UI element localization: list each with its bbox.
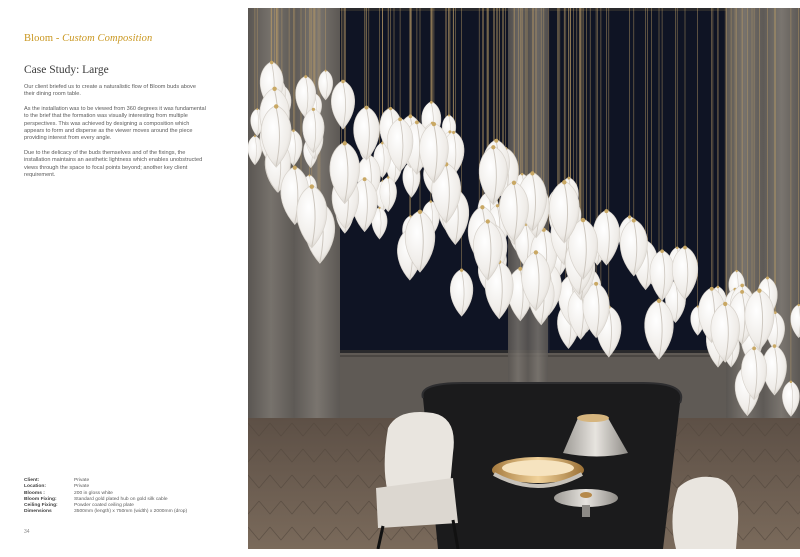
paragraph: As the installation was to be viewed from 360 degrees it was fundamental to the brief that the formation was visually interesting from multiple perspectives. This was achieved by designing a composition which appears to form and disperse as the viewer moves around the piece providing interest from every angle. xyxy=(24,105,206,142)
text-page xyxy=(0,0,248,557)
spec-table xyxy=(24,478,246,516)
spec-value: 3500mm (length) x 750mm (width) x 2000mm (drop) xyxy=(74,509,188,515)
spec-value: Standard gold plated hub on gold silk cable xyxy=(74,496,168,502)
title-product: Bloom xyxy=(24,33,54,44)
case-study-heading: Case Study: Large xyxy=(24,64,109,76)
spec-label: Ceiling Fixing: xyxy=(24,503,58,509)
spec-value: Private xyxy=(74,478,90,483)
photo-illustration xyxy=(248,8,800,549)
page-title xyxy=(24,33,152,44)
spec-value: Private xyxy=(74,484,90,490)
body-text xyxy=(24,84,206,186)
chair-right xyxy=(672,477,738,549)
gold-bowl xyxy=(492,457,584,486)
paragraph: Due to the delicacy of the buds themselves and of the fixings, the installation maintains an aesthetic lightness which enables unobstructed views through the space to focal points beyond; another key client requirement. xyxy=(24,149,203,179)
spec-label: Dimensions xyxy=(24,509,52,515)
spec-label: Bloom Fixing: xyxy=(24,496,57,502)
paragraph: Our client briefed us to create a naturalistic flow of Bloom buds above their dining room table. xyxy=(24,84,196,98)
spec-label: Client: xyxy=(24,478,40,483)
spec-label: Blooms : xyxy=(24,490,45,496)
spec-row xyxy=(24,509,246,515)
spec-value: 200 in gloss white xyxy=(74,490,113,496)
title-separator: - xyxy=(53,33,63,44)
page-number: 34 xyxy=(24,529,30,535)
spec-value: Powder coated ceiling plate xyxy=(74,503,134,509)
installation-photo xyxy=(248,8,800,549)
spec-label: Location: xyxy=(24,484,47,490)
title-subtitle: Custom Composition xyxy=(62,33,153,44)
